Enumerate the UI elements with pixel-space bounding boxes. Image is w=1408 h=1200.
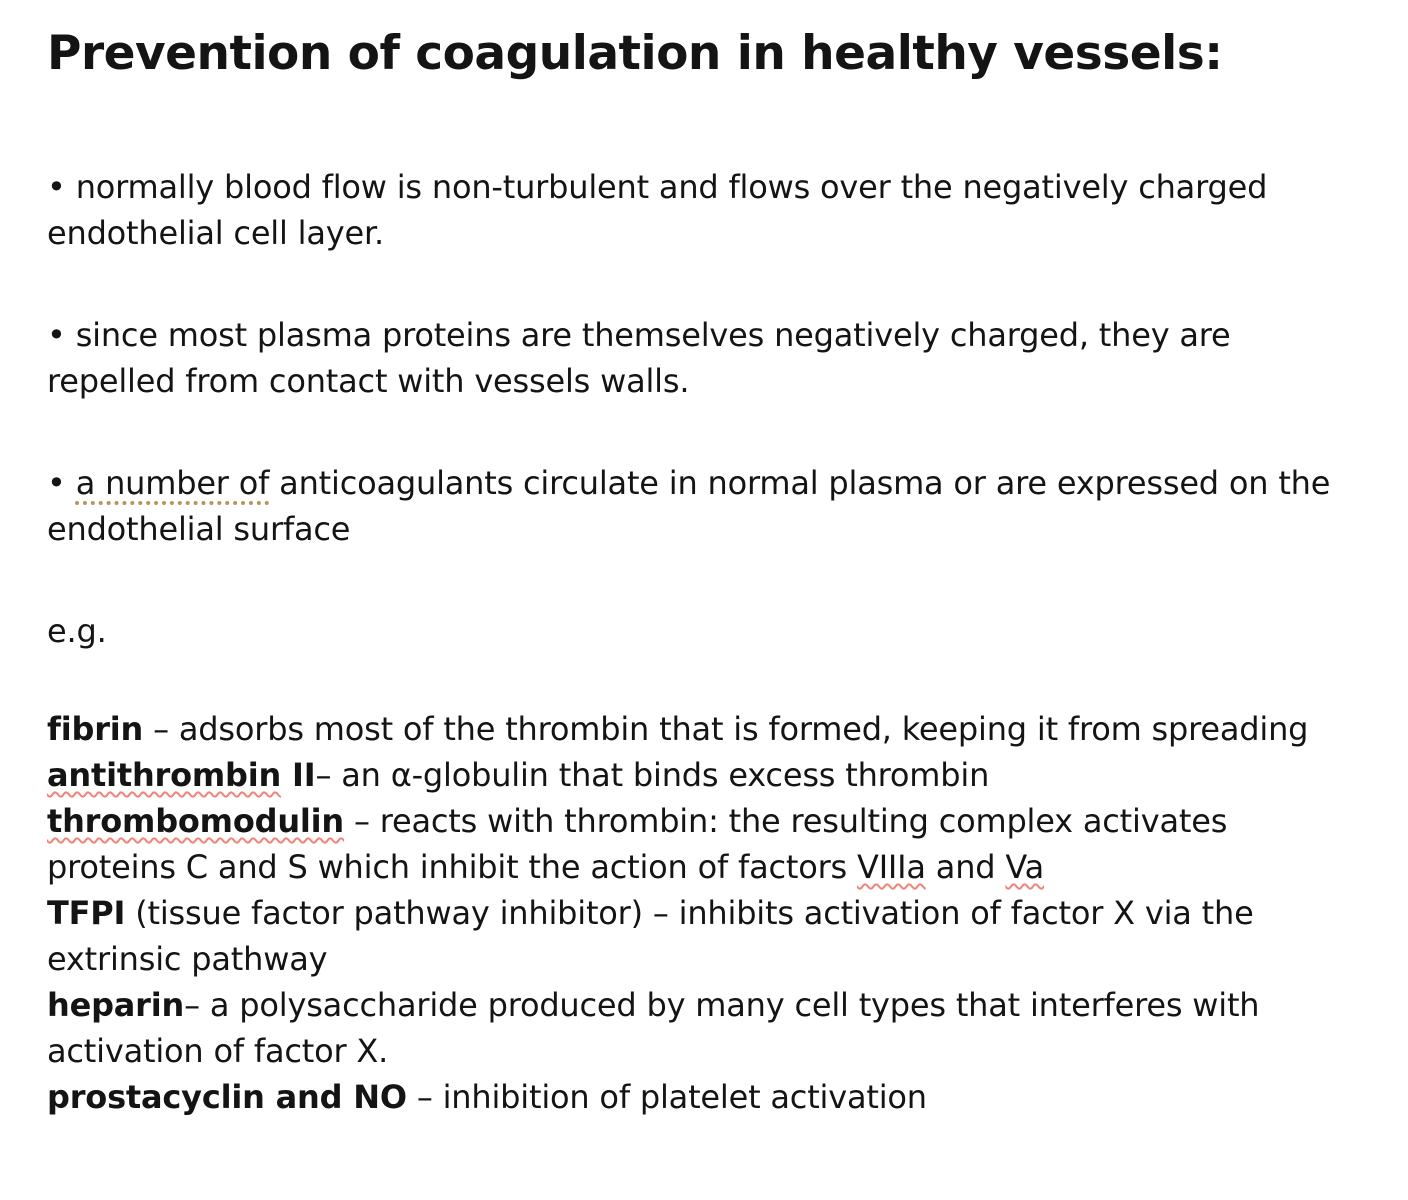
underlined-text: VIIIa — [857, 848, 926, 886]
definition-line — [47, 890, 1364, 982]
term-text: II — [281, 756, 316, 794]
eg-line — [47, 608, 1364, 654]
bullet-plasma-proteins — [47, 312, 1364, 404]
text-segment: – adsorbs most of the thrombin that is formed, keeping it from spreading — [143, 710, 1309, 748]
text-segment: since most plasma proteins are themselves negatively charged, they are repelled from contact with vessels walls. — [47, 316, 1231, 400]
definition-line — [47, 752, 1364, 798]
text-segment: (tissue factor pathway inhibitor) – inhibits activation of factor X via the extrinsic pathway — [47, 894, 1254, 978]
page-title: Prevention of coagulation in healthy vessels: — [47, 26, 1223, 81]
text-segment: – reacts with thrombin: the resulting complex activates proteins C and S which inhibit the action of factors — [47, 802, 1228, 886]
text-segment: – a polysaccharide produced by many cell types that interferes with activation of factor X. — [47, 986, 1260, 1070]
term-text: prostacyclin and NO — [47, 1078, 407, 1116]
definition-line — [47, 798, 1364, 890]
content-blocks — [47, 164, 1364, 1120]
bullet-icon: • — [47, 316, 66, 354]
bullet-icon: • — [47, 464, 66, 502]
text-segment: normally blood flow is non-turbulent and flows over the negatively charged endothelial cell layer. — [47, 168, 1268, 252]
underlined-text: antithrombin — [47, 756, 282, 794]
term-text: fibrin — [47, 710, 144, 748]
text-segment: anticoagulants circulate in normal plasma or are expressed on the endothelial surface — [47, 464, 1331, 548]
definition-line — [47, 706, 1364, 752]
text-segment: e.g. — [47, 612, 107, 650]
text-segment: – inhibition of platelet activation — [406, 1078, 927, 1116]
underlined-text: a number of — [75, 464, 270, 502]
definition-line — [47, 982, 1364, 1074]
bullet-blood-flow — [47, 164, 1364, 256]
text-segment: – an α-globulin that binds excess thrombin — [315, 756, 990, 794]
underlined-text: thrombomodulin — [47, 802, 345, 840]
term-text: heparin — [47, 986, 185, 1024]
anticoagulant-examples — [47, 706, 1364, 1120]
text-segment: and — [925, 848, 1006, 886]
definition-line — [47, 1074, 1364, 1120]
underlined-text: Va — [1005, 848, 1045, 886]
term-text: TFPI — [47, 894, 126, 932]
bullet-anticoagulants — [47, 460, 1364, 552]
bullet-icon: • — [47, 168, 66, 206]
